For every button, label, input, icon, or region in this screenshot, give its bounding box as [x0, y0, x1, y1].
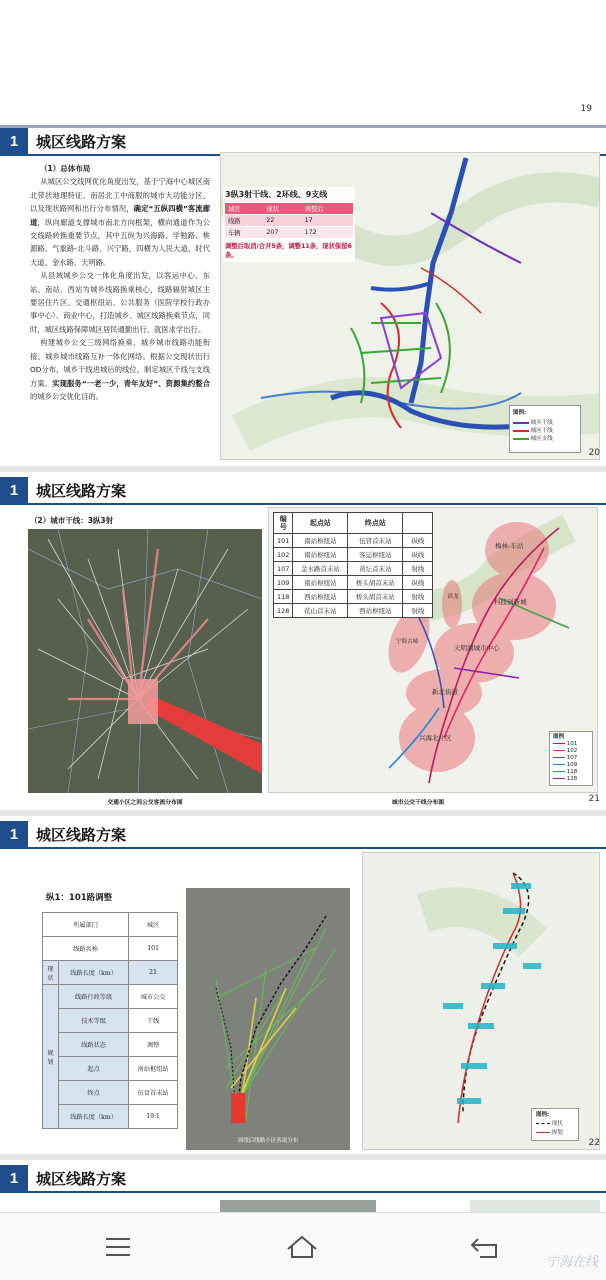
zone-label: 跃龙	[448, 594, 460, 600]
page-number: 21	[588, 794, 600, 804]
legend-item: 107	[566, 755, 578, 761]
summary-overlay	[223, 187, 355, 262]
para3-bold: 实现服务“一老一少，青年友好”、资源集约整合	[52, 378, 211, 388]
partial-map-left	[220, 1200, 376, 1212]
slide-page-22	[0, 816, 606, 1154]
legend-item: 城区干线	[530, 428, 553, 434]
subheading: （2）城市干线：3纵3射	[30, 516, 114, 525]
section-number: 1	[0, 821, 28, 849]
table-row: 线路状态 调整	[43, 1033, 178, 1057]
trunk-legend	[549, 731, 593, 786]
section-title: 城区线路方案	[36, 133, 127, 151]
route-101-table	[42, 912, 178, 1129]
table-row: 线路长度（km） 19.1	[43, 1105, 178, 1129]
route-flow-svg	[186, 888, 350, 1150]
caption-mid: 调线后线路小区客流分布	[237, 1138, 299, 1144]
table-row: 128 花山首末站 西站枢纽站 射线	[274, 604, 433, 618]
partial-map-right	[470, 1200, 600, 1212]
slide-page-23-partial	[0, 1160, 606, 1212]
section-title: 城区线路方案	[36, 826, 127, 844]
home-icon	[282, 1229, 322, 1265]
overlay-cell: 207	[263, 227, 301, 239]
watermark: 宁海在线	[545, 1255, 598, 1270]
slide-page-21	[0, 472, 606, 810]
table-row: 终点 伍冒首末站	[43, 1081, 178, 1105]
table-row: 规划 线路行政等级 城市公交	[43, 985, 178, 1009]
overlay-cell: 车辆	[225, 227, 263, 239]
para3: 构建城乡公交三级网络换乘、城乡城市线路功能衔接、城乡城市线路互补一体化网络。根据公交现状出行OD分布，城乡干线进城后的线位，制定城区干线与支线方案。	[30, 338, 210, 388]
section-title: 城区线路方案	[36, 482, 127, 500]
section-header	[0, 821, 606, 849]
table-row: 118 西站枢纽站 桥头胡首末站 射线	[274, 590, 433, 604]
map-legend	[509, 405, 581, 453]
overlay-header-2: 调整后	[302, 203, 353, 215]
zone-label: 梅林-车站	[495, 542, 524, 550]
table-header: 终点站	[348, 513, 403, 534]
legend-title: 图例:	[513, 410, 527, 416]
zone-label: 宁海古城	[396, 639, 419, 645]
section-header	[0, 1165, 606, 1193]
route-101-flow-map	[186, 888, 350, 1150]
para2: 从县域城乡公交一体化角度出发，以客运中心、东站、南站、西站为城乡线路换乘核心，线路辐射城区主要居住片区、交通枢纽站、公共服务（医院学校行政办事中心）、商业中心，打造城乡、城区线路换乘节点，同时，城区线路保障城区居民通勤出行、就医求学出行。	[30, 271, 210, 334]
zone-label: 兴海北片区	[419, 734, 452, 742]
legend-item: 城区支线	[530, 436, 553, 442]
section-number: 1	[0, 477, 28, 505]
summary-table	[225, 203, 353, 239]
table-row: 现状 线路长度（km） 21	[43, 961, 178, 985]
legend-item: 109	[566, 762, 578, 768]
zone-label: 新北街道	[432, 688, 458, 696]
subheading: （1）总体布局	[40, 164, 91, 173]
back-button[interactable]	[466, 1229, 506, 1265]
od-flow-satellite-map	[28, 529, 262, 793]
overlay-header-1: 现状	[263, 203, 301, 215]
slide-page-20	[0, 0, 606, 466]
home-button[interactable]	[282, 1229, 322, 1265]
table-row: 起点 南站枢纽站	[43, 1057, 178, 1081]
para3-rest: 的城乡公交优化目的。	[30, 391, 103, 401]
para1-bold: 确定“五纵四横”客流廊道	[30, 204, 211, 227]
page-number-top: 19	[580, 104, 592, 114]
legend-item: 102	[566, 748, 578, 754]
route-101-route-map	[362, 852, 600, 1150]
od-flow-svg	[28, 529, 262, 793]
page-number: 22	[588, 1138, 600, 1148]
overall-network-map	[220, 152, 600, 460]
legend-title: 图例:	[536, 1112, 550, 1118]
table-row: 技术等级 干线	[43, 1009, 178, 1033]
section-number: 1	[0, 1165, 28, 1193]
para1: 从城区公交线网优化角度出发，基于宁海中心城区南北带状地理特征、南居北工中商服的城市大功能分区，以及现状路网和出行分布情况，	[30, 177, 210, 214]
section-header	[0, 477, 606, 505]
table-row: 107 金水路首末站 黄坛首末站 射线	[274, 562, 433, 576]
legend-item: 101	[566, 741, 578, 747]
bottom-navigation-bar	[0, 1212, 606, 1280]
overlay-cell: 172	[302, 227, 353, 239]
trunk-line-map	[268, 507, 598, 793]
legend-item: 128	[566, 776, 578, 782]
overlay-cell: 线路	[225, 215, 263, 227]
route-legend	[531, 1108, 579, 1141]
overlay-cell: 22	[263, 215, 301, 227]
legend-item: 城乡干线	[530, 420, 553, 426]
route-map-svg	[363, 853, 600, 1150]
back-icon	[466, 1229, 506, 1265]
page-number: 20	[588, 448, 600, 458]
legend-item: 118	[566, 769, 578, 775]
caption-left: 交通小区之间公交客流分布图	[107, 800, 183, 806]
table-row: 101 南站枢纽站 伍冒首末站 纵线	[274, 534, 433, 548]
table-row: 线路名称 101	[43, 937, 178, 961]
menu-button[interactable]	[98, 1229, 138, 1265]
table-header: 起点站	[293, 513, 348, 534]
table-row: 所属部门 城区	[43, 913, 178, 937]
trunk-line-table	[273, 512, 433, 618]
table-row: 102 南站枢纽站 客运枢纽站 纵线	[274, 548, 433, 562]
overlay-note: 调整后取消/合并5条，调整11条，现状保留6条。	[225, 243, 352, 259]
para1-rest: ，纵向廊道支撑城市南北方向框架，横向通道作为公交线路转换重要节点，其中五纵为兴海路、学勉路、桃源路、气象路-北斗路、兴宁路，四横为人民大道、时代大道、金水路、天明路。	[30, 217, 211, 267]
subheading: 纵1：101路调整	[46, 893, 113, 903]
legend-item: 规划	[551, 1130, 563, 1136]
table-header	[403, 513, 433, 534]
zone-label: 天明湖城市中心	[454, 644, 500, 652]
overlay-title: 3纵3射干线、2环线、9支线	[225, 190, 328, 199]
zone-label: 科技创新城	[494, 598, 527, 606]
menu-icon	[98, 1229, 138, 1265]
legend-item: 现状	[551, 1121, 563, 1127]
legend-title: 图例	[553, 734, 565, 740]
overlay-cell: 17	[302, 215, 353, 227]
table-row: 109 南站枢纽站 桥头胡首末站 纵线	[274, 576, 433, 590]
caption-right: 城市公交干线分布图	[391, 800, 445, 806]
section-title: 城区线路方案	[36, 1170, 127, 1188]
overlay-header-0: 城区	[225, 203, 263, 215]
section-number: 1	[0, 128, 28, 156]
table-header: 编号	[274, 513, 293, 534]
overview-text	[30, 162, 210, 403]
